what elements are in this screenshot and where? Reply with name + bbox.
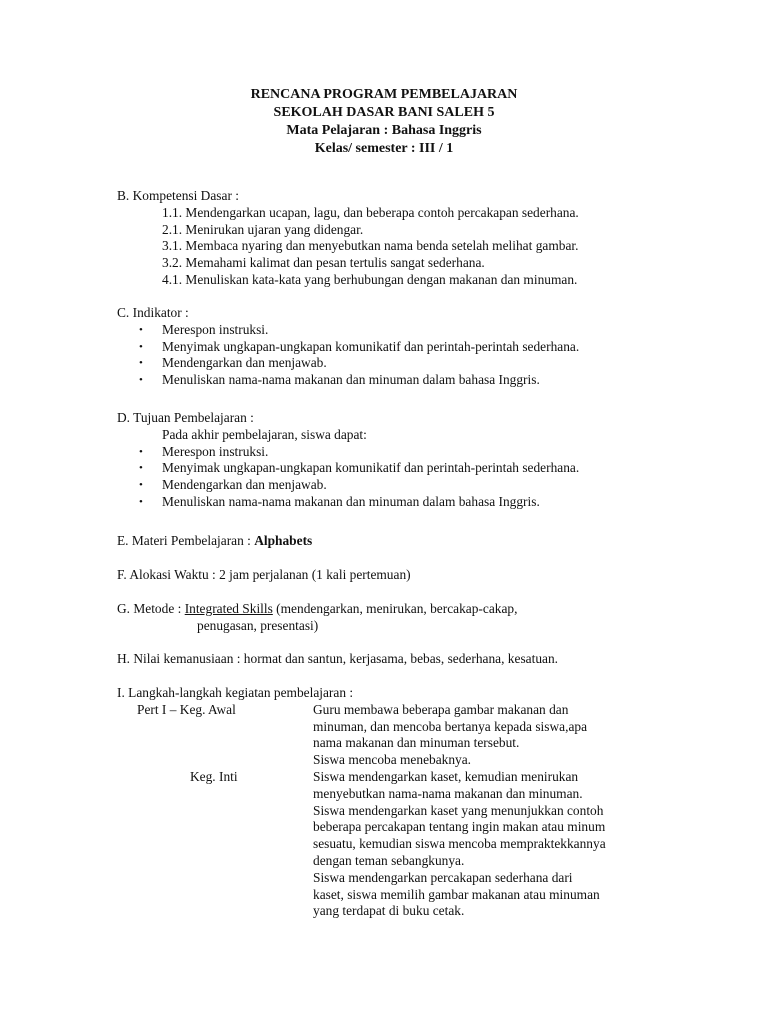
- list-item: 4.1. Menuliskan kata-kata yang berhubungan dengan makanan dan minuman.: [162, 271, 578, 287]
- section-materi: [117, 533, 677, 550]
- list-item: • Mendengarkan dan menjawab.: [139, 477, 327, 493]
- list-item: • Menyimak ungkapan-ungkapan komunikatif dan perintah-perintah sederhana.: [139, 460, 580, 476]
- list-item: • Menuliskan nama-nama makanan dan minuman dalam bahasa Inggris.: [139, 372, 540, 388]
- section-title: C. Indikator :: [117, 305, 189, 320]
- section-title: D. Tujuan Pembelajaran :: [117, 410, 254, 425]
- section-metode: [117, 601, 677, 635]
- header-school: SEKOLAH DASAR BANI SALEH 5: [273, 105, 495, 120]
- section-tujuan: [117, 410, 677, 511]
- section-alokasi: [117, 567, 677, 584]
- metode-rest: (mendengarkan, menirukan, bercakap-cakap,: [272, 601, 518, 616]
- inti-line: beberapa percakapan tentang ingin makan atau minum: [313, 819, 606, 835]
- inti-line: dengan teman sebangkunya.: [313, 852, 465, 868]
- section-nilai: [117, 651, 677, 668]
- awal-line: nama makanan dan minuman tersebut.: [313, 735, 520, 751]
- list-item: • Mendengarkan dan menjawab.: [139, 355, 327, 371]
- nilai-text: H. Nilai kemanusiaan : hormat dan santun, kerjasama, bebas, sederhana, kesatuan.: [117, 651, 558, 666]
- list-item: 1.1. Mendengarkan ucapan, lagu, dan beberapa contoh percakapan sederhana.: [162, 204, 579, 220]
- list-item: 2.1. Menirukan ujaran yang didengar.: [162, 221, 364, 237]
- awal-line: minuman, dan mencoba bertanya kepada siswa,apa: [313, 718, 588, 734]
- bullet-icon: •: [139, 495, 143, 508]
- list-item: 3.2. Memahami kalimat dan pesan tertulis sangat sederhana.: [162, 255, 485, 271]
- list-item: • Menuliskan nama-nama makanan dan minuman dalam bahasa Inggris.: [139, 493, 540, 509]
- alokasi-text: F. Alokasi Waktu : 2 jam perjalanan (1 kali pertemuan): [117, 567, 411, 582]
- inti-line: Siswa mendengarkan kaset, kemudian menirukan: [313, 768, 579, 784]
- inti-label: Keg. Inti: [190, 768, 238, 784]
- bullet-icon: •: [139, 445, 143, 458]
- header-title: RENCANA PROGRAM PEMBELAJARAN: [250, 87, 518, 102]
- inti-line: menyebutkan nama-nama makanan dan minuman.: [313, 785, 583, 801]
- metode-underlined: Integrated Skills: [184, 601, 273, 616]
- metode-label: G. Metode :: [117, 601, 185, 616]
- inti-line: Siswa mendengarkan kaset yang menunjukkan contoh: [313, 802, 604, 818]
- inti-line: Siswa mendengarkan percakapan sederhana dari: [313, 869, 573, 885]
- list-item: • Menyimak ungkapan-ungkapan komunikatif dan perintah-perintah sederhana.: [139, 338, 580, 354]
- document-header: [0, 86, 768, 158]
- bullet-icon: •: [139, 357, 143, 370]
- section-indikator: [117, 305, 677, 389]
- awal-line: Siswa mencoba menebaknya.: [313, 752, 472, 768]
- metode-line2: penugasan, presentasi): [197, 617, 319, 633]
- inti-line: yang terdapat di buku cetak.: [313, 903, 465, 919]
- bullet-icon: •: [139, 323, 143, 336]
- pert-label: Pert I – Keg. Awal: [137, 701, 236, 717]
- inti-line: kaset, siswa memilih gambar makanan atau minuman: [313, 886, 600, 902]
- bullet-icon: •: [139, 374, 143, 387]
- bullet-icon: •: [139, 340, 143, 353]
- materi-value: Alphabets: [254, 533, 313, 548]
- header-subject: Mata Pelajaran : Bahasa Inggris: [286, 123, 482, 138]
- list-item: • Merespon instruksi.: [139, 321, 269, 337]
- section-title: B. Kompetensi Dasar :: [117, 188, 239, 203]
- header-class: Kelas/ semester : III / 1: [314, 141, 454, 156]
- section-kompetensi: [117, 188, 677, 289]
- bullet-icon: •: [139, 479, 143, 492]
- section-intro: Pada akhir pembelajaran, siswa dapat:: [162, 426, 367, 442]
- section-langkah: [117, 685, 717, 920]
- bullet-icon: •: [139, 462, 143, 475]
- list-item: • Merespon instruksi.: [139, 443, 269, 459]
- materi-label: E. Materi Pembelajaran :: [117, 533, 255, 548]
- list-item: 3.1. Membaca nyaring dan menyebutkan nama benda setelah melihat gambar.: [162, 238, 579, 254]
- awal-line: Guru membawa beberapa gambar makanan dan: [313, 701, 569, 717]
- section-title: I. Langkah-langkah kegiatan pembelajaran :: [117, 685, 354, 700]
- inti-line: sesuatu, kemudian siswa mencoba mempraktekkannya: [313, 836, 606, 852]
